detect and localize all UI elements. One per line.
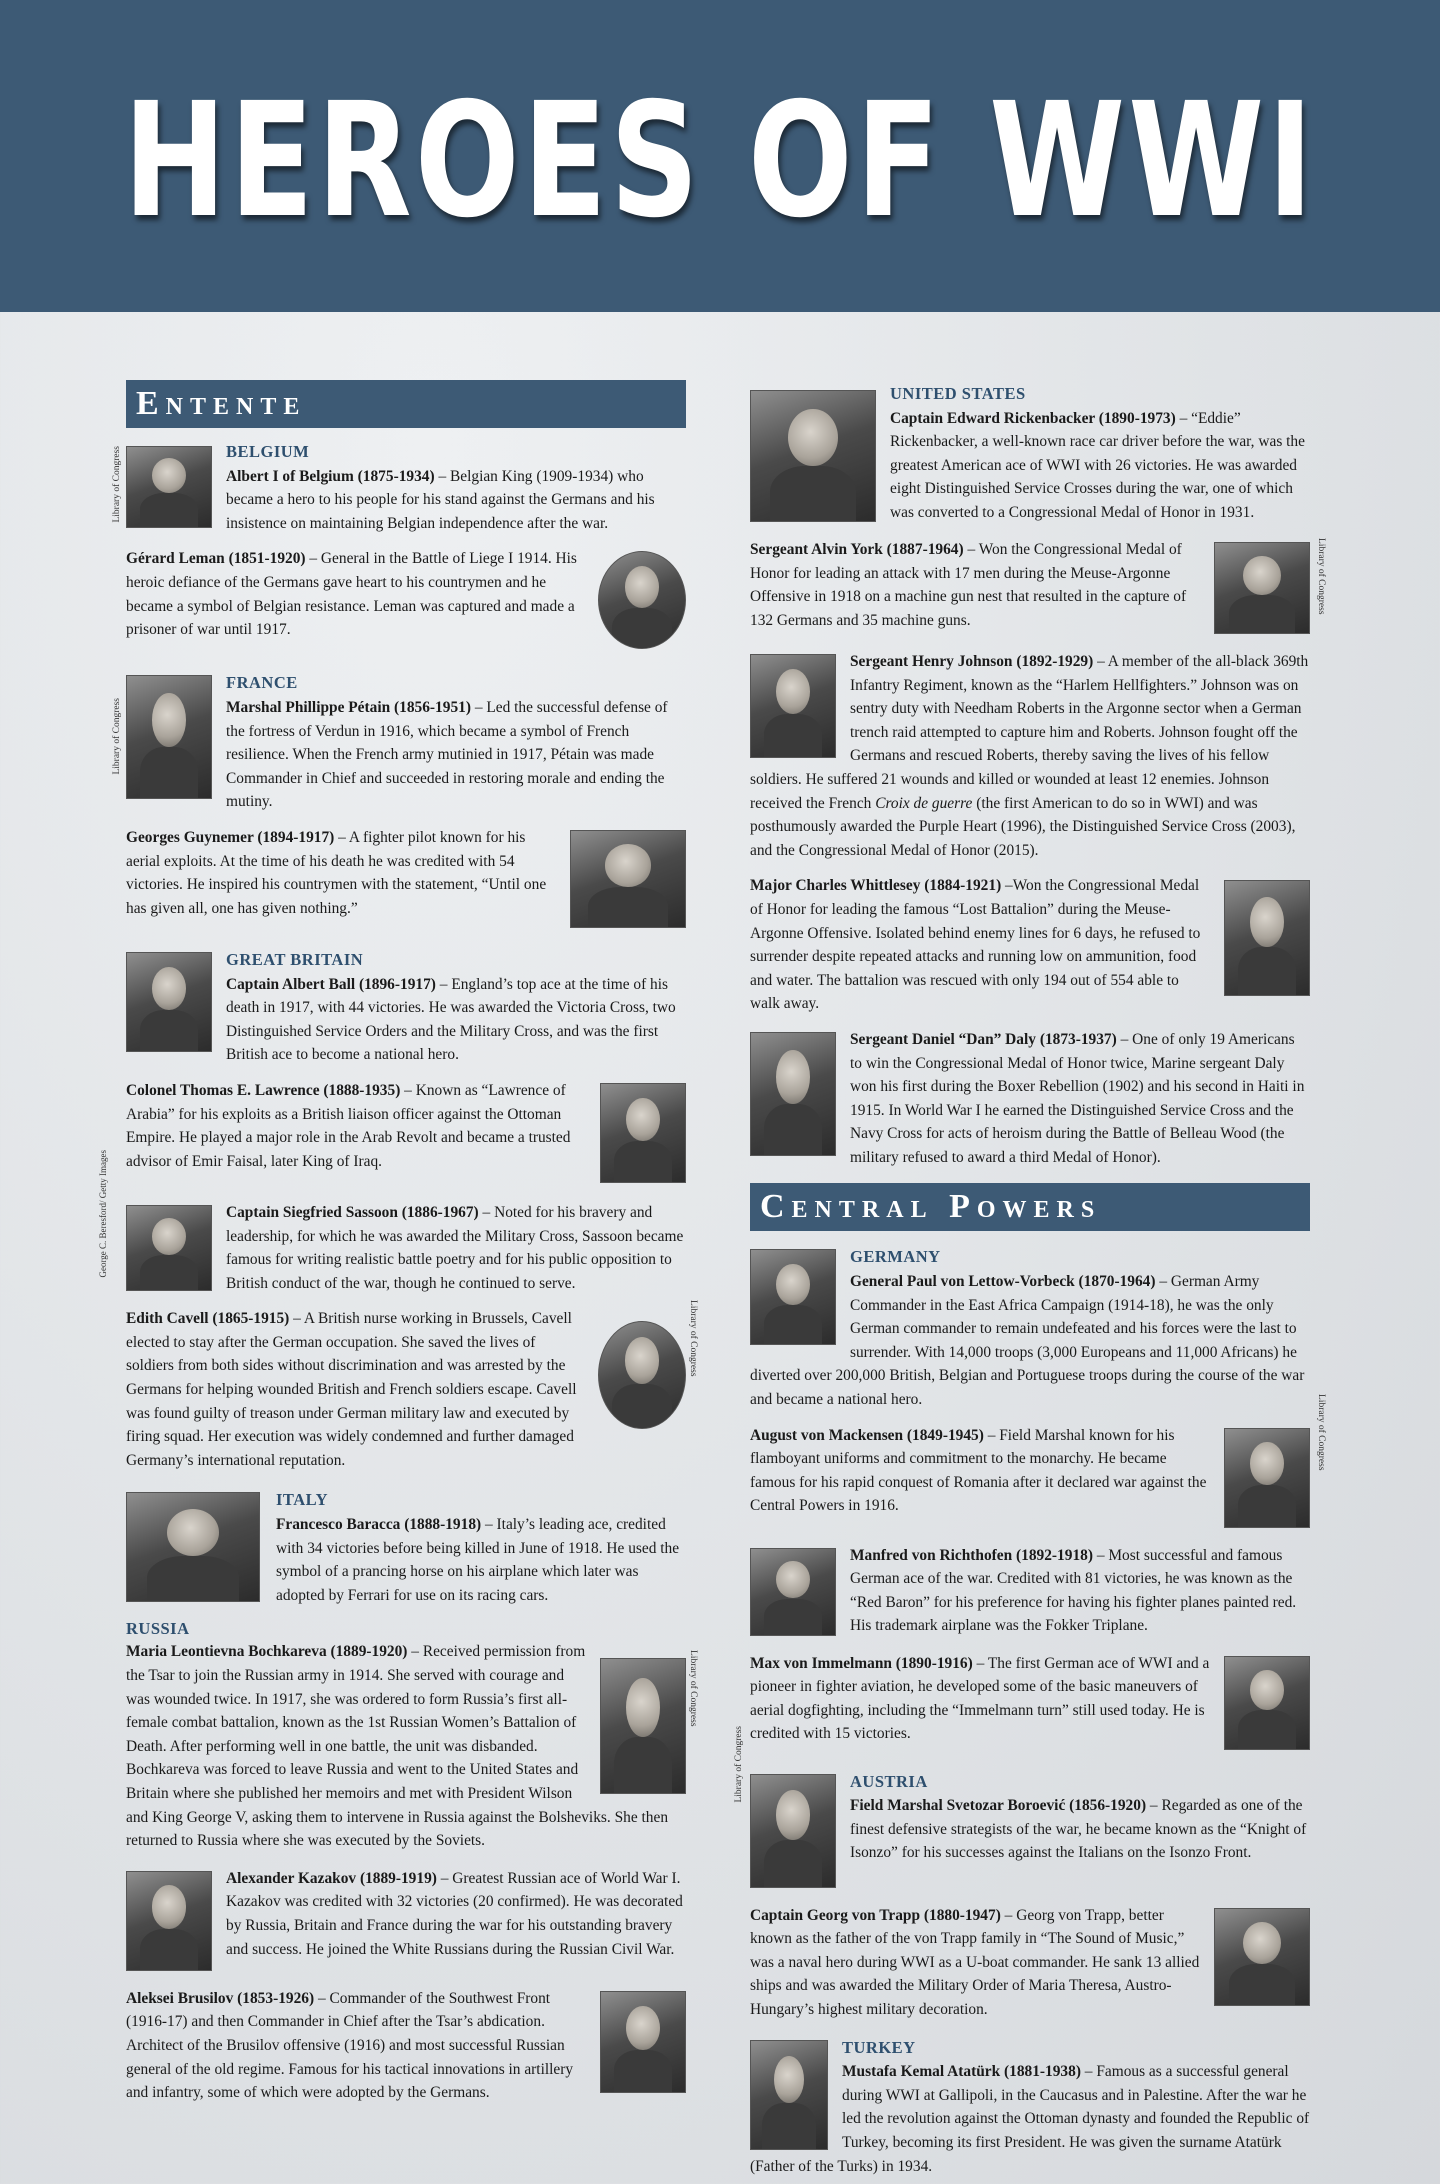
entry-lawrence: [126, 1079, 686, 1187]
hero-text: – Received permission from the Tsar to join the Russian army in 1914. She served with courage and was wounded twice. In 1917, she was ordered to form Russia’s first all-female combat battalion, known as the 1st Russian Women’s Battalion of Death. After performing well in one battle, the unit was disbanded. Bochkareva was forced to leave Russia and went to the United States and Britain where she published her memoirs and met with President Wilson and King George V, asking them to intervene in Russia against the Bolsheviks. She then returned to Russia where she was executed by the Soviets.: [126, 1643, 669, 1850]
hero-name: Captain Siegfried Sassoon (1886-1967): [226, 1203, 479, 1221]
portrait-leman: [598, 551, 686, 649]
hero-text: – Regarded as one of the finest defensive strategists of the war, he became known as the “Knight of Isonzo” for his successes against the Italians on the Isonzo Front.: [850, 1797, 1307, 1862]
photo-credit: Library of Congress: [688, 1650, 698, 1727]
hero-name: Albert I of Belgium (1875-1934): [226, 467, 435, 485]
hero-name: Major Charles Whittlesey (1884-1921): [750, 877, 1002, 895]
portrait-lettow: [750, 1249, 836, 1345]
page-title: HEROES OF WWI: [123, 69, 1317, 253]
photo-credit: George C. Beresford/ Getty Images: [98, 1150, 108, 1278]
photo-credit: Library of Congress: [1316, 1394, 1326, 1471]
entry-mackensen: [750, 1424, 1310, 1532]
hero-name: Maria Leontievna Bochkareva (1889-1920): [126, 1643, 408, 1661]
country-italy: ITALY: [276, 1490, 329, 1510]
hero-name: Captain Georg von Trapp (1880-1947): [750, 1906, 1001, 1924]
hero-text: (the first American to do so in WWI) and was posthumously awarded the Purple Heart (1996), the Distinguished Service Cross (2003), and the Congressional Medal of Honor (2015).: [750, 794, 1296, 859]
hero-name: Sergeant Daniel “Dan” Daly (1873-1937): [850, 1030, 1117, 1048]
central-powers-heading: Central Powers: [750, 1183, 1310, 1231]
portrait-mackensen: [1224, 1428, 1310, 1528]
entry-petain: [126, 671, 686, 814]
hero-name: Aleksei Brusilov (1853-1926): [126, 1989, 315, 2007]
entry-guynemer: [126, 826, 686, 932]
portrait-richthofen: [750, 1548, 836, 1636]
hero-text: – Known as “Lawrence of Arabia” for his exploits as a British liaison officer against the Ottoman Empire. He played a major role in the Arab Revolt and became a trusted advisor of Emir Faisal, later King of Iraq.: [126, 1081, 571, 1170]
hero-name: Manfred von Richthofen (1892-1918): [850, 1546, 1093, 1564]
hero-name: Captain Albert Ball (1896-1917): [226, 975, 436, 993]
country-united-states: UNITED STATES: [890, 384, 1026, 403]
portrait-cavell: [598, 1321, 686, 1429]
portrait-york: [1214, 542, 1310, 634]
hero-text: – A British nurse working in Brussels, Cavell elected to stay after the German occupation. She saved the lives of soldiers from both sides without discrimination and was arrested by the Germans for helping wounded British and French soldiers escape. Cavell was found guilty of treason under German military law and executed by firing squad. Her execution was widely condemned and further damaged Germany’s international reputation.: [126, 1310, 577, 1469]
hero-text: – German Army Commander in the East Africa Campaign (1914-18), he was the only German commander to remain undefeated and his forces were the last to surrender. With 14,000 troops (3,000 Europeans and 11,000 Africans) he diverted over 200,000 British, Belgian and Portuguese troops during the course of the war and became a national hero.: [750, 1273, 1305, 1409]
entry-richthofen: [750, 1544, 1310, 1640]
photo-credit: Library of Congress: [734, 1726, 744, 1803]
hero-name: Sergeant Alvin York (1887-1964): [750, 541, 964, 558]
photo-credit: Library of Congress: [112, 446, 122, 523]
country-belgium: BELGIUM: [226, 442, 310, 461]
portrait-lawrence: [600, 1083, 686, 1183]
entry-ataturk: [750, 2036, 1310, 2179]
country-austria: AUSTRIA: [850, 1771, 928, 1791]
right-column: [734, 382, 1326, 2184]
entry-daly: [750, 1028, 1310, 1170]
entry-ball: [126, 948, 686, 1067]
hero-text: – Italy’s leading ace, credited with 34 victories before being killed in June of 1918. He used the symbol of a prancing horse on his airplane which later was adopted by Ferrari for use on its racing cars.: [276, 1516, 680, 1604]
portrait-petain: [126, 675, 212, 799]
entry-bochkareva: [126, 1640, 686, 1852]
hero-name: General Paul von Lettow-Vorbeck (1870-1964): [850, 1273, 1156, 1291]
entry-brusilov: [126, 1987, 686, 2105]
entry-trapp: [750, 1904, 1310, 2022]
entente-heading: Entente: [126, 380, 686, 428]
hero-name: Alexander Kazakov (1889-1919): [226, 1869, 437, 1887]
hero-name: Gérard Leman (1851-1920): [126, 550, 306, 568]
hero-text: – Famous as a successful general during WWI at Gallipoli, in the Caucasus and in Palestine. After the war he led the revolution against the Ottoman dynasty and founded the Republic of Turkey, becoming its first President. He was given the surname Atatürk (Father of the Turks) in 1934.: [750, 2063, 1310, 2175]
portrait-sassoon: [126, 1205, 212, 1291]
portrait-brusilov: [600, 1991, 686, 2093]
hero-name: Field Marshal Svetozar Boroević (1856-1920): [850, 1797, 1147, 1815]
portrait-kazakov: [126, 1871, 212, 1971]
hero-name: Captain Edward Rickenbacker (1890-1973): [890, 409, 1176, 427]
hero-text: – A fighter pilot known for his aerial exploits. At the time of his death he was credited with 54 victories. He inspired his countrymen with the statement, “Until one has given all, one has given nothing.”: [126, 828, 547, 917]
entry-lettow: [750, 1245, 1310, 1411]
entry-leman: [126, 547, 686, 653]
hero-text: – Georg von Trapp, better known as the father of the von Trapp family in “The Sound of Music,” was a naval hero during WWI as a U-boat commander. He sank 13 allied ships and was awarded the Military Order of Maria Theresa, Austro-Hungary’s highest military decoration.: [750, 1906, 1200, 2018]
hero-text: – Most successful and famous German ace of the war. Credited with 81 victories, he was known as the “Red Baron” for his preference for having his fighter planes painted red. His trademark airplane was the Fokker Triplane.: [850, 1546, 1297, 1635]
hero-text-italic: Croix de guerre: [875, 794, 973, 812]
entry-borovic: [750, 1770, 1310, 1892]
hero-text: – Commander of the Southwest Front (1916-17) and then Commander in Chief after the Tsar’s abdication. Architect of the Brusilov offensive (1916) and most successful Russian general of the old regime. Famous for his tactical innovations in artillery and infantry, some of which were adopted by the Germans.: [126, 1989, 574, 2102]
entry-rickenbacker: [750, 382, 1310, 526]
hero-text: – England’s top ace at the time of his death in 1917, with 44 victories. He was awarded the Victoria Cross, two Distinguished Service Orders and the Military Cross, and was the first British ace to become a national hero.: [226, 975, 676, 1064]
hero-text: – General in the Battle of Liege I 1914. His heroic defiance of the Germans gave heart to his countrymen and he became a symbol of Belgian resistance. Leman was captured and made a prisoner of war until 1917.: [126, 550, 577, 639]
hero-text: – Field Marshal known for his flamboyant uniforms and commitment to the monarchy. He became famous for his rapid conquest of Romania after it declared war against the Central Powers in 1916.: [750, 1426, 1207, 1515]
hero-name: Georges Guynemer (1894-1917): [126, 828, 335, 846]
portrait-rickenbacker: [750, 390, 876, 522]
hero-name: Mustafa Kemal Atatürk (1881-1938): [842, 2063, 1081, 2081]
entry-albert: [126, 442, 686, 535]
country-france: FRANCE: [226, 673, 298, 693]
country-germany: GERMANY: [850, 1247, 941, 1267]
country-turkey: TURKEY: [842, 2037, 916, 2057]
hero-name: Francesco Baracca (1888-1918): [276, 1516, 482, 1534]
hero-name: Colonel Thomas E. Lawrence (1888-1935): [126, 1081, 401, 1099]
entry-cavell: [126, 1307, 686, 1472]
hero-text: –Won the Congressional Medal of Honor for leading the famous “Lost Battalion” during the Meuse-Argonne Offensive. Isolated behind enemy lines for 6 days, he refused to surrender despite repeated attacks and running low on ammunition, food and water. The battalion was rescued with only 194 out of 554 able to walk away.: [750, 877, 1201, 1013]
hero-text: – Greatest Russian ace of World War I. Kazakov was credited with 32 victories (20 confirmed). He was decorated by Russia, Britain and France during the war for his outstanding bravery and success. He joined the White Russians during the Russian Civil War.: [226, 1869, 683, 1958]
hero-text: – One of only 19 Americans to win the Congressional Medal of Honor twice, Marine sergeant Daly won his first during the Boxer Rebellion (1902) and his second in Haiti in 1915. In World War I he earned the Distinguished Service Cross and the Navy Cross for acts of heroism during the Battle of Belleau Wood (the military refused to award a third Medal of Honor).: [850, 1030, 1305, 1166]
hero-text: – Won the Congressional Medal of Honor for leading an attack with 17 men during the Meuse-Argonne Offensive in 1918 on a machine gun nest that resulted in the capture of 132 Germans and 35 machine guns.: [750, 541, 1187, 629]
entry-whittlesey: [750, 874, 1310, 1016]
page-header: [0, 0, 1440, 312]
hero-text: – Led the successful defense of the fortress of Verdun in 1916, which became a symbol of French resilience. When the French army mutinied in 1917, Pétain was made Commander in Chief and succeeded in restoring morale and ending the mutiny.: [226, 698, 668, 811]
country-great-britain: GREAT BRITAIN: [226, 949, 364, 969]
entry-york: [750, 538, 1310, 638]
entry-baracca: [126, 1488, 686, 1607]
portrait-immelmann: [1224, 1656, 1310, 1750]
portrait-borovic: [750, 1774, 836, 1888]
hero-text: – The first German ace of WWI and a pioneer in fighter aviation, he developed some of the basic maneuvers of aerial dogfighting, including the “Immelmann turn” still used today. He is credited with 15 victories.: [750, 1654, 1210, 1743]
entry-kazakov: [126, 1867, 686, 1975]
hero-name: Sergeant Henry Johnson (1892-1929): [850, 653, 1094, 670]
portrait-ball: [126, 952, 212, 1052]
portrait-daly: [750, 1032, 836, 1156]
portrait-johnson: [750, 654, 836, 758]
hero-text: – A member of the all-black 369th Infantry Regiment, known as the “Harlem Hellfighters.” Johnson was on sentry duty with Needham Roberts in the Argonne sector when a German trench raid attempted to capture him and Roberts. Johnson fought off the Germans and rescued Roberts, thereby saving the lives of his fellow soldiers. He suffered 21 wounds and killed or wounded at least 12 enemies. Johnson received the French: [750, 653, 1309, 812]
entry-sassoon: [126, 1201, 686, 1295]
portrait-whittlesey: [1224, 880, 1310, 996]
hero-name: Marshal Phillippe Pétain (1856-1951): [226, 698, 471, 716]
hero-name: Edith Cavell (1865-1915): [126, 1310, 290, 1328]
entente-column: [98, 380, 698, 2117]
hero-text: – Belgian King (1909-1934) who became a hero to his people for his stand against the Germans and his insistence on maintaining Belgian independence after the war.: [226, 467, 655, 532]
hero-text: – Noted for his bravery and leadership, for which he was awarded the Military Cross, Sassoon became famous for writing realistic battle poetry and for his public opposition to British conduct of the war, though he continued to serve.: [226, 1203, 684, 1292]
entry-johnson: [750, 650, 1310, 862]
hero-name: August von Mackensen (1849-1945): [750, 1426, 984, 1444]
country-russia: RUSSIA: [126, 1619, 190, 1639]
photo-credit: Library of Congress: [688, 1300, 698, 1377]
photo-credit: Library of Congress: [112, 698, 122, 775]
portrait-bochkareva: [600, 1658, 686, 1794]
portrait-ataturk: [750, 2040, 828, 2150]
portrait-albert: [126, 446, 212, 528]
portrait-guynemer: [570, 830, 686, 928]
hero-text: – “Eddie” Rickenbacker, a well-known race car driver before the war, was the greatest American ace of WWI with 26 victories. He was awarded eight Distinguished Service Crosses during the war, one of which was converted to a Congressional Medal of Honor in 1931.: [890, 409, 1305, 521]
entry-immelmann: [750, 1652, 1310, 1754]
photo-credit: Library of Congress: [1316, 538, 1326, 615]
portrait-baracca: [126, 1492, 260, 1602]
hero-name: Max von Immelmann (1890-1916): [750, 1654, 973, 1672]
portrait-trapp: [1214, 1908, 1310, 2006]
